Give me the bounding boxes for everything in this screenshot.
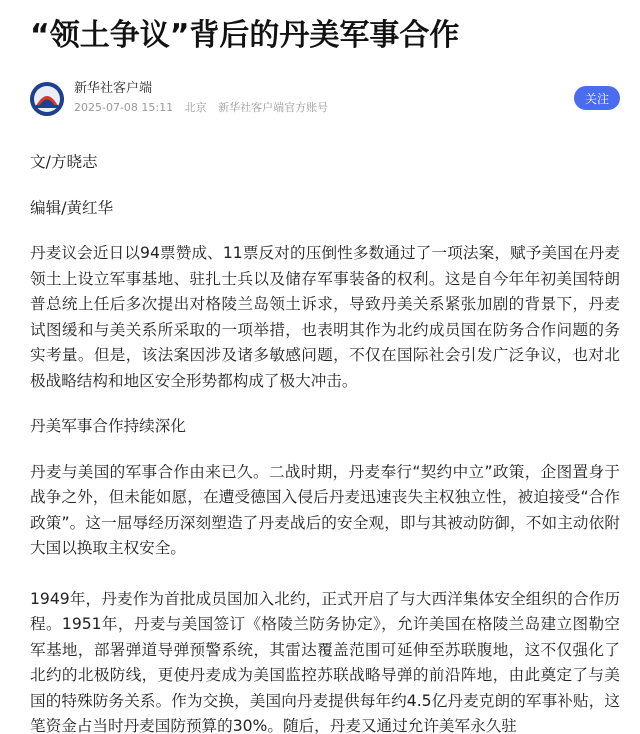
author-bar bbox=[30, 80, 620, 120]
paragraph-history: 丹麦与美国的军事合作由来已久。二战时期，丹麦奉行“契约中立”政策，企图置身于战争之外，但未能如愿，在遭受德国入侵后丹麦迅速丧失主权独立性，被迫接受“合作政策”。这一屈辱经历深刻塑造了丹麦战后的安全观，即与其被动防御，不如主动依附大国以换取主权安全。 bbox=[30, 462, 620, 557]
author-line: 文/方晓志 bbox=[30, 153, 98, 171]
paragraph-1949: 1949年，丹麦作为首批成员国加入北约，正式开启了与大西洋集体安全组织的合作历程。1951年，丹麦与美国签订《格陵兰防务协定》，允许美国在格陵兰岛建立图勒空军基地，部署弹道导弹预警系统，其雷达覆盖范围可延伸至苏联腹地，这不仅强化了北约的北极防线，更使丹麦成为美国监控苏联战略导弹的前沿阵地，由此奠定了与美国的特殊防务关系。作为交换，美国向丹麦提供每年约4.5亿丹麦克朗的军事补贴，这笔资金占当时丹麦国防预算的30%。随后，丹麦又通过允许美军永久驻 bbox=[30, 589, 620, 734]
section-heading: 丹美军事合作持续深化 bbox=[30, 417, 186, 435]
publish-location: 北京 bbox=[184, 101, 207, 114]
article-meta bbox=[74, 100, 336, 116]
account-description: 新华社客户端官方账号 bbox=[218, 101, 329, 114]
paragraph-intro: 丹麦议会近日以94票赞成、11票反对的压倒性多数通过了一项法案，赋予美国在丹麦领土上设立军事基地、驻扎士兵以及储存军事装备的权利。这是自今年年初美国特朗普总统上任后多次提出对格陵兰岛领土诉求，导致丹美关系紧张加剧的背景下，丹麦试图缓和与美关系所采取的一项举措，也表明其作为北约成员国在防务合作问题的务实考量。但是，该法案因涉及诸多敏感问题，不仅在国际社会引发广泛争议，也对北极战略结构和地区安全形势都构成了极大冲击。 bbox=[30, 244, 620, 390]
editor-line: 编辑/黄红华 bbox=[30, 198, 114, 217]
article-title: “领土争议”背后的丹美军事合作 bbox=[30, 18, 460, 53]
article-body bbox=[30, 150, 620, 734]
source-name[interactable]: 新华社客户端 bbox=[74, 81, 153, 96]
xinhua-logo-icon[interactable] bbox=[30, 82, 64, 116]
publish-date: 2025-07-08 15:11 bbox=[74, 101, 174, 114]
follow-button[interactable]: 关注 bbox=[574, 86, 620, 110]
